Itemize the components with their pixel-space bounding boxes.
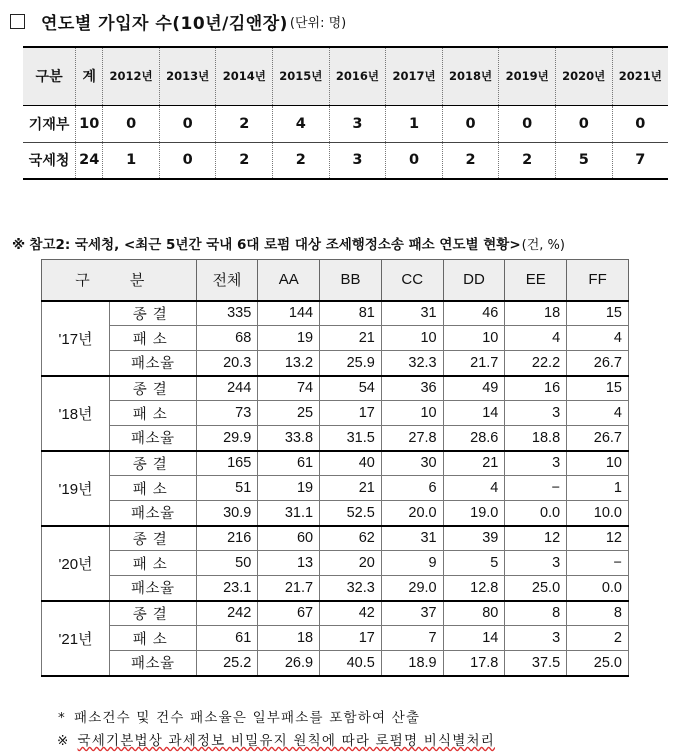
table-cell: 8 — [567, 601, 629, 626]
table-cell: 21.7 — [443, 351, 505, 376]
header-year: 2015년 — [273, 47, 330, 105]
header-year: 2020년 — [555, 47, 612, 105]
table-cell: 4 — [567, 326, 629, 351]
table-cell: − — [567, 551, 629, 576]
table-cell: 4 — [505, 326, 567, 351]
table-row — [42, 626, 629, 651]
table-cell: 30.9 — [196, 501, 258, 526]
table-cell: 10 — [443, 326, 505, 351]
table-cell: 22.2 — [505, 351, 567, 376]
table-cell: 0.0 — [567, 576, 629, 601]
footnote — [58, 706, 420, 726]
table-cell: 4 — [273, 105, 330, 142]
row-kind: 패소 — [110, 476, 197, 501]
table-cell: 25.2 — [196, 651, 258, 676]
table-cell: 3 — [329, 142, 386, 179]
section1-heading — [10, 10, 346, 32]
table-cell: 30 — [381, 451, 443, 476]
header-firm: EE — [505, 260, 567, 301]
table-cell: 60 — [258, 526, 320, 551]
row-kind: 패소 — [110, 326, 197, 351]
table-cell: 5 — [443, 551, 505, 576]
table-cell: 144 — [258, 301, 320, 326]
table-cell: 54 — [320, 376, 382, 401]
table-row — [42, 501, 629, 526]
table-cell: 32.3 — [381, 351, 443, 376]
table-cell: 2 — [216, 142, 273, 179]
table-row — [42, 601, 629, 626]
table-row — [42, 651, 629, 676]
table-cell: 0.0 — [505, 501, 567, 526]
row-kind: 패소율 — [110, 651, 197, 676]
table-cell: 0 — [103, 105, 160, 142]
table-cell: 27.8 — [381, 426, 443, 451]
table-row — [42, 576, 629, 601]
table-cell: 74 — [258, 376, 320, 401]
table-cell: 20 — [320, 551, 382, 576]
table-cell: 12 — [567, 526, 629, 551]
table-row — [42, 551, 629, 576]
table-cell: 33.8 — [258, 426, 320, 451]
table-cell: 4 — [567, 401, 629, 426]
header-year: 2013년 — [159, 47, 216, 105]
table-cell: 12.8 — [443, 576, 505, 601]
row-label: 기재부 — [23, 105, 76, 142]
table-cell: 5 — [555, 142, 612, 179]
table-cell: 51 — [196, 476, 258, 501]
lawsuit-table — [41, 259, 629, 677]
header-gubun: 구 분 — [42, 260, 197, 301]
table-cell: 3 — [505, 626, 567, 651]
row-kind: 종결 — [110, 376, 197, 401]
footnote-mark: * — [58, 710, 66, 726]
reference-heading — [12, 233, 565, 253]
header-firm: AA — [258, 260, 320, 301]
table-cell: 14 — [443, 401, 505, 426]
table-cell: 68 — [196, 326, 258, 351]
table-row — [42, 301, 629, 326]
table-cell: 31.5 — [320, 426, 382, 451]
header-year: 2017년 — [386, 47, 443, 105]
table-cell: 23.1 — [196, 576, 258, 601]
table-cell: 7 — [612, 142, 668, 179]
table-cell: 8 — [505, 601, 567, 626]
table-cell: 20.0 — [381, 501, 443, 526]
checkbox-icon — [10, 14, 25, 29]
table-row — [42, 401, 629, 426]
header-year: 2021년 — [612, 47, 668, 105]
table-cell: 165 — [196, 451, 258, 476]
row-kind: 패소율 — [110, 576, 197, 601]
table-header-row — [42, 260, 629, 301]
table-cell: 17 — [320, 401, 382, 426]
year-label: '18년 — [42, 376, 110, 451]
table-row — [42, 451, 629, 476]
table-row — [23, 142, 668, 179]
header-year: 2019년 — [499, 47, 556, 105]
table-cell: 50 — [196, 551, 258, 576]
footnote-text: 패소건수 및 건수 패소율은 일부패소를 포함하여 산출 — [73, 710, 421, 726]
table-cell: 42 — [320, 601, 382, 626]
row-kind: 종결 — [110, 451, 197, 476]
row-kind: 종결 — [110, 301, 197, 326]
table-cell: − — [505, 476, 567, 501]
header-total: 계 — [76, 47, 103, 105]
header-year: 2014년 — [216, 47, 273, 105]
header-firm: BB — [320, 260, 382, 301]
table-cell: 81 — [320, 301, 382, 326]
table-cell: 0 — [612, 105, 668, 142]
table-cell: 25.0 — [567, 651, 629, 676]
table-cell: 335 — [196, 301, 258, 326]
table-cell: 2 — [499, 142, 556, 179]
table-cell: 40 — [320, 451, 382, 476]
table-row — [42, 351, 629, 376]
table-cell: 73 — [196, 401, 258, 426]
table-cell: 1 — [567, 476, 629, 501]
table-row — [42, 376, 629, 401]
header-gubun: 구분 — [23, 47, 76, 105]
table-cell: 25.9 — [320, 351, 382, 376]
reference-mark: ※ — [12, 237, 26, 253]
table-cell: 17.8 — [443, 651, 505, 676]
table-cell: 36 — [381, 376, 443, 401]
table-cell: 6 — [381, 476, 443, 501]
table-cell: 7 — [381, 626, 443, 651]
table-cell: 37.5 — [505, 651, 567, 676]
table-cell: 25 — [258, 401, 320, 426]
year-label: '21년 — [42, 601, 110, 676]
header-firm: FF — [567, 260, 629, 301]
header-year: 2016년 — [329, 47, 386, 105]
table-cell: 0 — [555, 105, 612, 142]
table-cell: 21.7 — [258, 576, 320, 601]
table-cell: 3 — [505, 551, 567, 576]
table-cell: 2 — [442, 142, 499, 179]
table-cell: 3 — [505, 451, 567, 476]
subscriber-table — [23, 46, 668, 180]
table-cell: 21 — [320, 476, 382, 501]
table-cell: 3 — [505, 401, 567, 426]
table-cell: 15 — [567, 376, 629, 401]
table-cell: 19.0 — [443, 501, 505, 526]
table-cell: 10 — [76, 105, 103, 142]
table-cell: 25.0 — [505, 576, 567, 601]
table-cell: 2 — [567, 626, 629, 651]
table-cell: 18 — [505, 301, 567, 326]
table-row — [23, 105, 668, 142]
table-cell: 26.7 — [567, 426, 629, 451]
table-cell: 13 — [258, 551, 320, 576]
table-cell: 21 — [320, 326, 382, 351]
table-cell: 0 — [499, 105, 556, 142]
table-cell: 46 — [443, 301, 505, 326]
header-firm: CC — [381, 260, 443, 301]
footnote-text: 국세기본법상 과세정보 비밀유지 원칙에 따라 로펌명 비식별처리 — [77, 733, 495, 749]
table-cell: 12 — [505, 526, 567, 551]
table-cell: 26.7 — [567, 351, 629, 376]
header-firm: DD — [443, 260, 505, 301]
row-label: 국세청 — [23, 142, 76, 179]
table-cell: 14 — [443, 626, 505, 651]
table-cell: 26.9 — [258, 651, 320, 676]
table-row — [42, 526, 629, 551]
table-cell: 1 — [103, 142, 160, 179]
table-cell: 0 — [442, 105, 499, 142]
table-cell: 21 — [443, 451, 505, 476]
footnote-mark: ※ — [57, 733, 70, 749]
reference-title: 참고2: 국세청, <최근 5년간 국내 6대 로펌 대상 조세행정소송 패소 연도별 현황> — [29, 237, 521, 253]
table-cell: 0 — [386, 142, 443, 179]
table-cell: 10 — [567, 451, 629, 476]
table-cell: 18 — [258, 626, 320, 651]
table-cell: 16 — [505, 376, 567, 401]
row-kind: 패소 — [110, 626, 197, 651]
table-cell: 0 — [159, 142, 216, 179]
table-cell: 20.3 — [196, 351, 258, 376]
table-cell: 24 — [76, 142, 103, 179]
table-cell: 19 — [258, 476, 320, 501]
table-cell: 31.1 — [258, 501, 320, 526]
year-label: '19년 — [42, 451, 110, 526]
section1-title: 연도별 가입자 수(10년/김앤장) — [41, 13, 288, 34]
table-cell: 37 — [381, 601, 443, 626]
table-cell: 17 — [320, 626, 382, 651]
row-kind: 패소율 — [110, 351, 197, 376]
table-cell: 10.0 — [567, 501, 629, 526]
row-kind: 패소율 — [110, 501, 197, 526]
row-kind: 종결 — [110, 601, 197, 626]
table-cell: 244 — [196, 376, 258, 401]
table-cell: 13.2 — [258, 351, 320, 376]
table-row — [42, 426, 629, 451]
table-cell: 19 — [258, 326, 320, 351]
row-kind: 패소 — [110, 551, 197, 576]
table-cell: 49 — [443, 376, 505, 401]
row-kind: 종결 — [110, 526, 197, 551]
table-cell: 29.9 — [196, 426, 258, 451]
table-cell: 31 — [381, 526, 443, 551]
table-cell: 3 — [329, 105, 386, 142]
year-label: '20년 — [42, 526, 110, 601]
table-cell: 10 — [381, 401, 443, 426]
table-cell: 2 — [273, 142, 330, 179]
table-cell: 61 — [196, 626, 258, 651]
table-row — [42, 326, 629, 351]
table-cell: 216 — [196, 526, 258, 551]
table-cell: 29.0 — [381, 576, 443, 601]
table-cell: 0 — [159, 105, 216, 142]
table-cell: 15 — [567, 301, 629, 326]
table-cell: 9 — [381, 551, 443, 576]
header-total: 전체 — [196, 260, 258, 301]
table-cell: 32.3 — [320, 576, 382, 601]
table-cell: 61 — [258, 451, 320, 476]
table-cell: 52.5 — [320, 501, 382, 526]
table-cell: 2 — [216, 105, 273, 142]
table-header-row — [23, 47, 668, 105]
year-label: '17년 — [42, 301, 110, 376]
table-cell: 18.9 — [381, 651, 443, 676]
table-cell: 80 — [443, 601, 505, 626]
table-cell: 4 — [443, 476, 505, 501]
row-kind: 패소율 — [110, 426, 197, 451]
table-cell: 39 — [443, 526, 505, 551]
section1-unit: (단위: 명) — [289, 15, 347, 31]
table-cell: 1 — [386, 105, 443, 142]
table-cell: 31 — [381, 301, 443, 326]
row-kind: 패소 — [110, 401, 197, 426]
table-cell: 18.8 — [505, 426, 567, 451]
table-cell: 62 — [320, 526, 382, 551]
reference-unit: (건, %) — [521, 238, 565, 253]
table-row — [42, 476, 629, 501]
table-cell: 40.5 — [320, 651, 382, 676]
footnote — [57, 729, 495, 749]
table-cell: 67 — [258, 601, 320, 626]
header-year: 2018년 — [442, 47, 499, 105]
header-year: 2012년 — [103, 47, 160, 105]
table-cell: 28.6 — [443, 426, 505, 451]
table-cell: 10 — [381, 326, 443, 351]
table-cell: 242 — [196, 601, 258, 626]
